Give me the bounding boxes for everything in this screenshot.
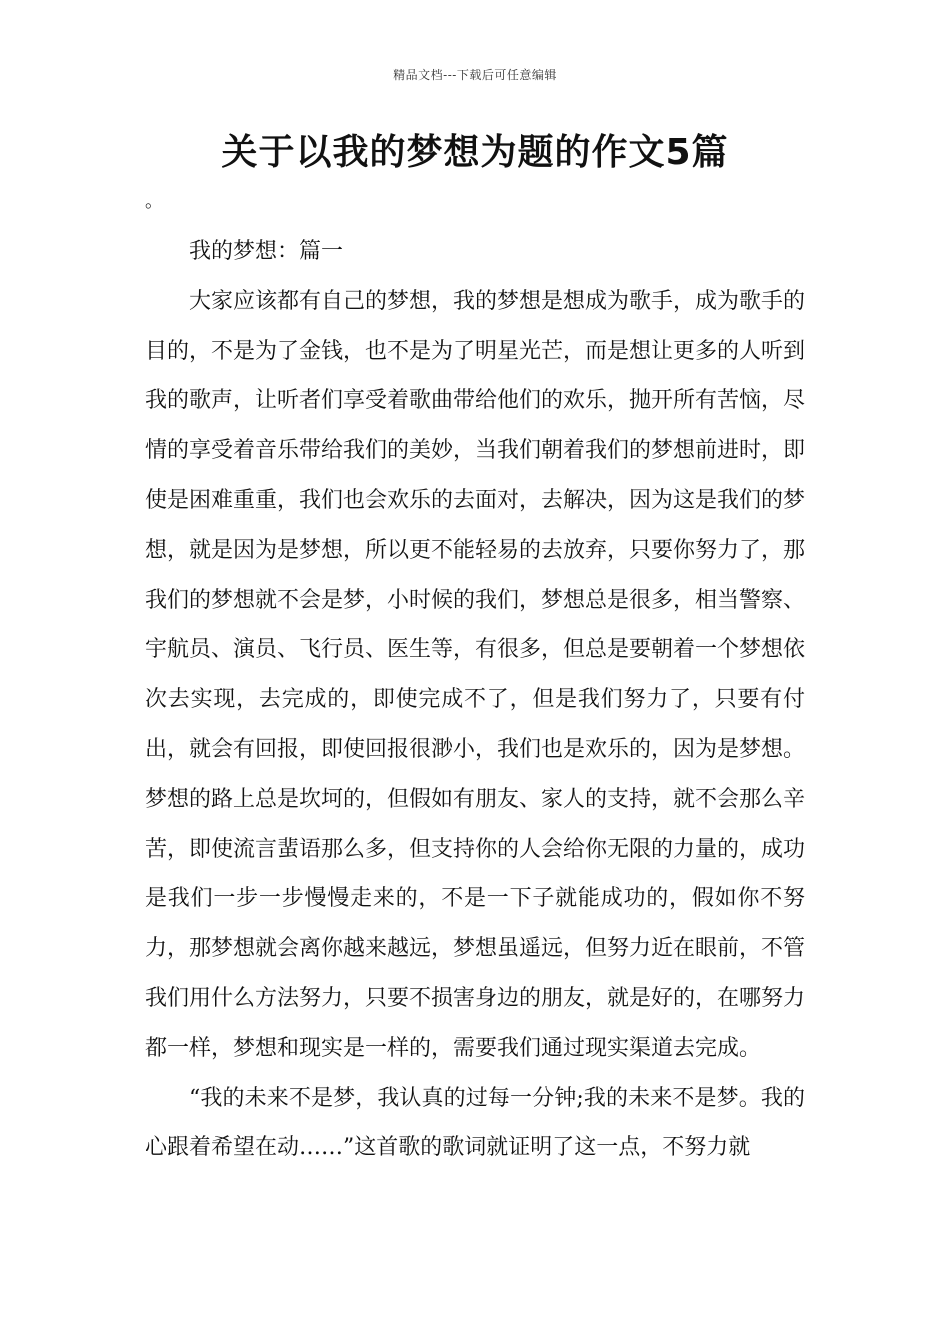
- body-text: [145, 227, 805, 1173]
- paragraph: “我的未来不是梦，我认真的过每一分钟;我的未来不是梦。我的心跟着希望在动……”这首歌的歌词就证明了这一点，不努力就: [145, 1085, 805, 1161]
- header-note: 精品文档---下载后可任意编辑: [393, 68, 557, 82]
- document-title: 关于以我的梦想为题的作文5篇: [221, 132, 729, 173]
- paragraph: 大家应该都有自己的梦想，我的梦想是想成为歌手，成为歌手的目的，不是为了金钱，也不是为了明星光芒，而是想让更多的人听到我的歌声，让听者们享受着歌曲带给他们的欢乐，抛开所有苦恼，尽情的享受着音乐带给我们的美妙，当我们朝着我们的梦想前进时，即使是困难重重，我们也会欢乐的去面对，去解决，因为这是我们的梦想，就是因为是梦想，所以更不能轻易的去放弃，只要你努力了，那我们的梦想就不会是梦，小时候的我们，梦想总是很多，相当警察、宇航员、演员、飞行员、医生等，有很多，但总是要朝着一个梦想依次去实现，去完成的，即使完成不了，但是我们努力了，只要有付出，就会有回报，即使回报很渺小，我们也是欢乐的，因为是梦想。梦想的路上总是坎坷的，但假如有朋友、家人的支持，就不会那么辛苦，即使流言蜚语那么多，但支持你的人会给你无限的力量的，成功是我们一步一步慢慢走来的，不是一下子就能成功的，假如你不努力，那梦想就会离你越来越远，梦想虽遥远，但努力近在眼前，不管我们用什么方法努力，只要不损害身边的朋友，就是好的，在哪努力都一样，梦想和现实是一样的，需要我们通过现实渠道去完成。: [145, 288, 806, 1061]
- section-heading: 我的梦想：篇一: [189, 239, 344, 264]
- stray-mark: 。: [145, 191, 163, 212]
